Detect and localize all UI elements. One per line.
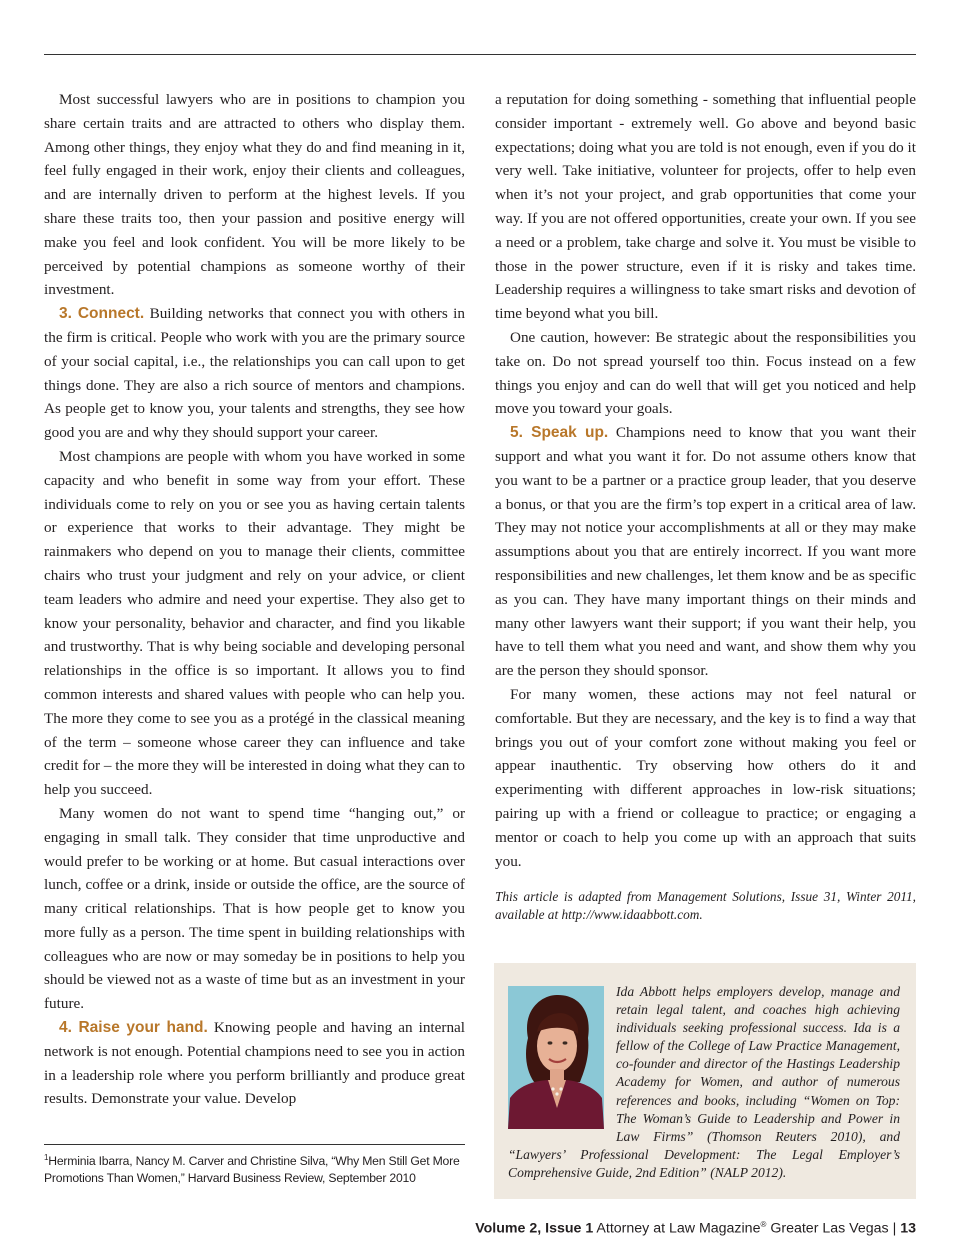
footnote-marker: 1 bbox=[44, 1153, 49, 1162]
author-bio-text: Ida Abbott helps employers develop, manage and retain legal talent, and coaches high achieving individuals seeking professional success. Ida is a fellow of the College of Law Practice Management, co-founder and director of the Hastings Leadership Academy for Women, and author of numerous references and books, including “Women on Top: The Woman’s Guide to Leadership and Power in Law Firms” (Thomson Reuters 2010), and “Lawyers’ Professional Development: The Legal Employer’s Comprehensive Guide, 2nd Edition” (NALP 2012). bbox=[508, 984, 900, 1180]
paragraph-connect bbox=[44, 302, 465, 445]
left-column bbox=[44, 88, 465, 1111]
paragraph: One caution, however: Be strategic about the responsibilities you take on. Do not spread yourself too thin. Focus instead on a few things you enjoy and can do well that will get you noticed and help move you toward your goals. bbox=[495, 328, 916, 418]
footnote-text: Herminia Ibarra, Nancy M. Carver and Christine Silva, “Why Men Still Get More Promotions Than Women,” Harvard Business Review, September 2010 bbox=[44, 1154, 460, 1185]
footnote-rule bbox=[44, 1144, 465, 1145]
footer-magazine: Attorney at Law Magazine bbox=[596, 1220, 761, 1237]
paragraph-text: Knowing people and having an internal network is not enough. Potential champions need to see you in action in a leadership role where you perform brilliantly and produce great results. Demonstrate your value. Develop bbox=[44, 1019, 465, 1108]
author-bio-box bbox=[494, 963, 916, 1199]
heading-speak-up: 5. Speak up. bbox=[510, 424, 609, 442]
paragraph: a reputation for doing something - something that influential people consider important - extremely well. Go above and beyond basic expectations; doing what you are told is not enough, even if you do it very well. Take initiative, volunteer for projects, offer to help even when it’s not your project, and grab opportunities that come your way. If you are not offered opportunities, create your own. If you see a need or a problem, take charge and solve it. You must be visible to those in the power structure, even if it is risky and takes time. Leadership requires a willingness to take smart risks and devotion of time beyond what you bill. bbox=[495, 91, 916, 323]
top-rule bbox=[44, 54, 916, 55]
right-column bbox=[495, 88, 916, 924]
page-number: 13 bbox=[900, 1220, 916, 1237]
paragraph: Most champions are people with whom you have worked in some capacity and who benefit in some way from your effort. These individuals come to rely on you or see you as having certain talents or experience that works to their advantage. They might be rainmakers who depend on you to manage their clients, committee chairs who trust your judgment and rely on your advice, or client team leaders who admire and need your expertise. They also get to know your personality, behavior and character, and find you likable and trustworthy. That is why being sociable and developing personal relationships in the office is so important. It allows you to find common interests and shared values with people who can help you. The more they come to see you as a protégé in the classical meaning of the term – someone whose career they can influence and take credit for – the more they will be interested in doing what they can to help you succeed. bbox=[44, 447, 465, 799]
paragraph: Many women do not want to spend time “hanging out,” or engaging in small talk. They consider that time unproductive and would prefer to be working or at home. But casual interactions over lunch, coffee or a drink, inside or outside the office, are the source of many critical relationships. That is how people get to know you more fully as a person. The time spent in building relationships with colleagues who are now or may someday be in positions to help you should be viewed not as a waste of time but as an investment in your future. bbox=[44, 804, 465, 1013]
heading-connect: 3. Connect. bbox=[59, 305, 145, 323]
paragraph: For many women, these actions may not feel natural or comfortable. But they are necessary, and the key is to find a way that brings you out of your comfort zone without making you feel or appear inauthentic. Try observing how others do it and experimenting with different approaches in low-risk situations; pairing up with a friend or colleague to practice; or engaging a mentor or coach to help you come up with an approach that suits you. bbox=[495, 685, 916, 870]
paragraph-text: Champions need to know that you want their support and what you want it for. Do not assume others know that you want to be a partner or a practice group leader, that you deserve a bonus, or that you are the firm’s top expert in a critical area of law. They may not notice your accomplishments at all or they may make assumptions about you that are entirely incorrect. If you want more responsibilities and new challenges, let them know and be as specific as you can. They have many important things on their minds and many other lawyers want their support; if you want their help, you have to tell them what you need and want, and show them why you are the person they should sponsor. bbox=[495, 424, 916, 680]
footer-edition: Greater Las Vegas | bbox=[770, 1220, 897, 1237]
paragraph-text: Building networks that connect you with others in the firm is critical. People who work with you are the primary source of your social capital, i.e., the relationships you can call upon to get things done. They are also a rich source of mentors and champions. As people get to know you, your talents and strengths, they see how good you are and why they should support your career. bbox=[44, 305, 465, 442]
author-photo bbox=[508, 986, 604, 1129]
paragraph: Most successful lawyers who are in positions to champion you share certain traits and are attracted to others who display them. Among other things, they enjoy what they do and find meaning in it, feel fully engaged in their work, enjoy their clients and colleagues, and are internally driven to perform at the highest levels. If you share these traits too, then your passion and positive energy will make you feel and look confident. You will be more likely to be perceived by potential champions as someone worthy of their investment. bbox=[44, 91, 465, 299]
footnote bbox=[44, 1150, 474, 1186]
footer-volume: Volume 2, Issue 1 bbox=[475, 1220, 594, 1237]
page-footer bbox=[475, 1220, 916, 1237]
paragraph-speak-up bbox=[495, 421, 916, 683]
adaptation-note: This article is adapted from Management Solutions, Issue 31, Winter 2011, available at http://www.idaabbott.com. bbox=[495, 889, 916, 923]
paragraph-raise-hand bbox=[44, 1016, 465, 1111]
footer-registered-mark: ® bbox=[760, 1220, 767, 1229]
heading-raise-your-hand: 4. Raise your hand. bbox=[59, 1019, 208, 1037]
